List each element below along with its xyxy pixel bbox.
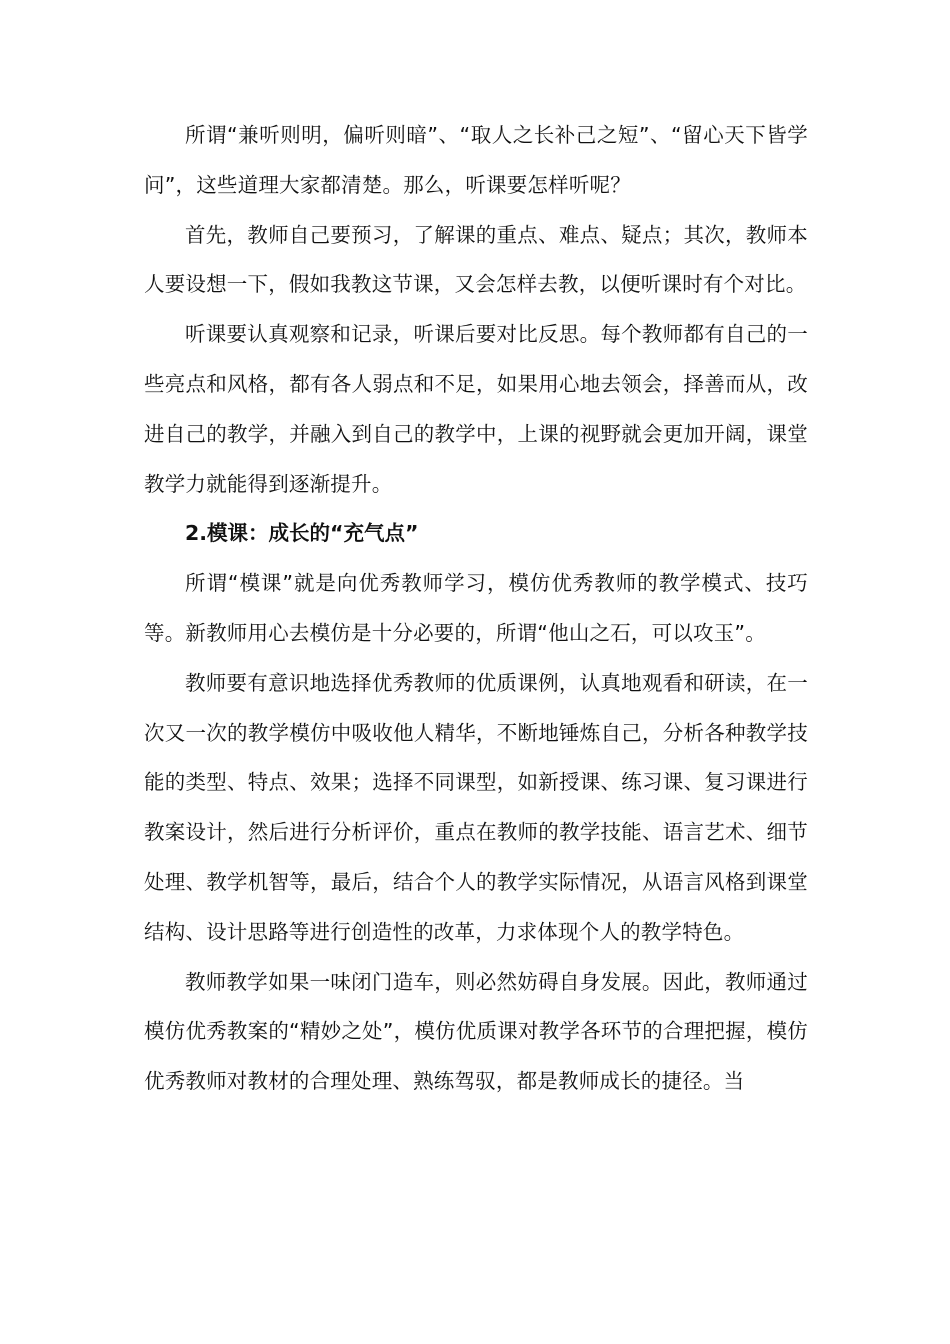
section-heading: 2.模课：成长的“充气点” bbox=[185, 521, 419, 546]
paragraph-listening-reflection: 听课要认真观察和记录，听课后要对比反思。每个教师都有自己的一些亮点和风格，都有各人弱点和不足，如果用心地去领会，择善而从，改进自己的教学，并融入到自己的教学中，上课的视野就会更加开阔，课堂教学力就能得到逐渐提升。 bbox=[144, 322, 808, 496]
document-body bbox=[144, 111, 808, 1107]
paragraph-listening-proverbs: 所谓“兼听则明，偏听则暗”、“取人之长补己之短”、“留心天下皆学问”，这些道理大家都清楚。那么，听课要怎样听呢？ bbox=[144, 123, 808, 197]
paragraph-model-lesson-definition: 所谓“模课”就是向优秀教师学习，模仿优秀教师的教学模式、技巧等。新教师用心去模仿是十分必要的，所谓“他山之石，可以攻玉”。 bbox=[144, 571, 808, 645]
paragraph-model-lesson-benefit: 教师教学如果一味闭门造车，则必然妨碍自身发展。因此，教师通过模仿优秀教案的“精妙之处”，模仿优质课对教学各环节的合理把握，模仿优秀教师对教材的合理处理、熟练驾驭，都是教师成长的捷径。当 bbox=[144, 969, 808, 1094]
paragraph-model-lesson-method: 教师要有意识地选择优秀教师的优质课例，认真地观看和研读，在一次又一次的教学模仿中吸收他人精华，不断地锤炼自己，分析各种教学技能的类型、特点、效果；选择不同课型，如新授课、练习课、复习课进行教案设计，然后进行分析评价，重点在教师的教学技能、语言艺术、细节处理、教学机智等，最后，结合个人的教学实际情况，从语言风格到课堂结构、设计思路等进行创造性的改革，力求体现个人的教学特色。 bbox=[144, 670, 808, 944]
paragraph-listening-preparation: 首先，教师自己要预习，了解课的重点、难点、疑点；其次，教师本人要设想一下，假如我教这节课，又会怎样去教，以便听课时有个对比。 bbox=[144, 222, 808, 297]
